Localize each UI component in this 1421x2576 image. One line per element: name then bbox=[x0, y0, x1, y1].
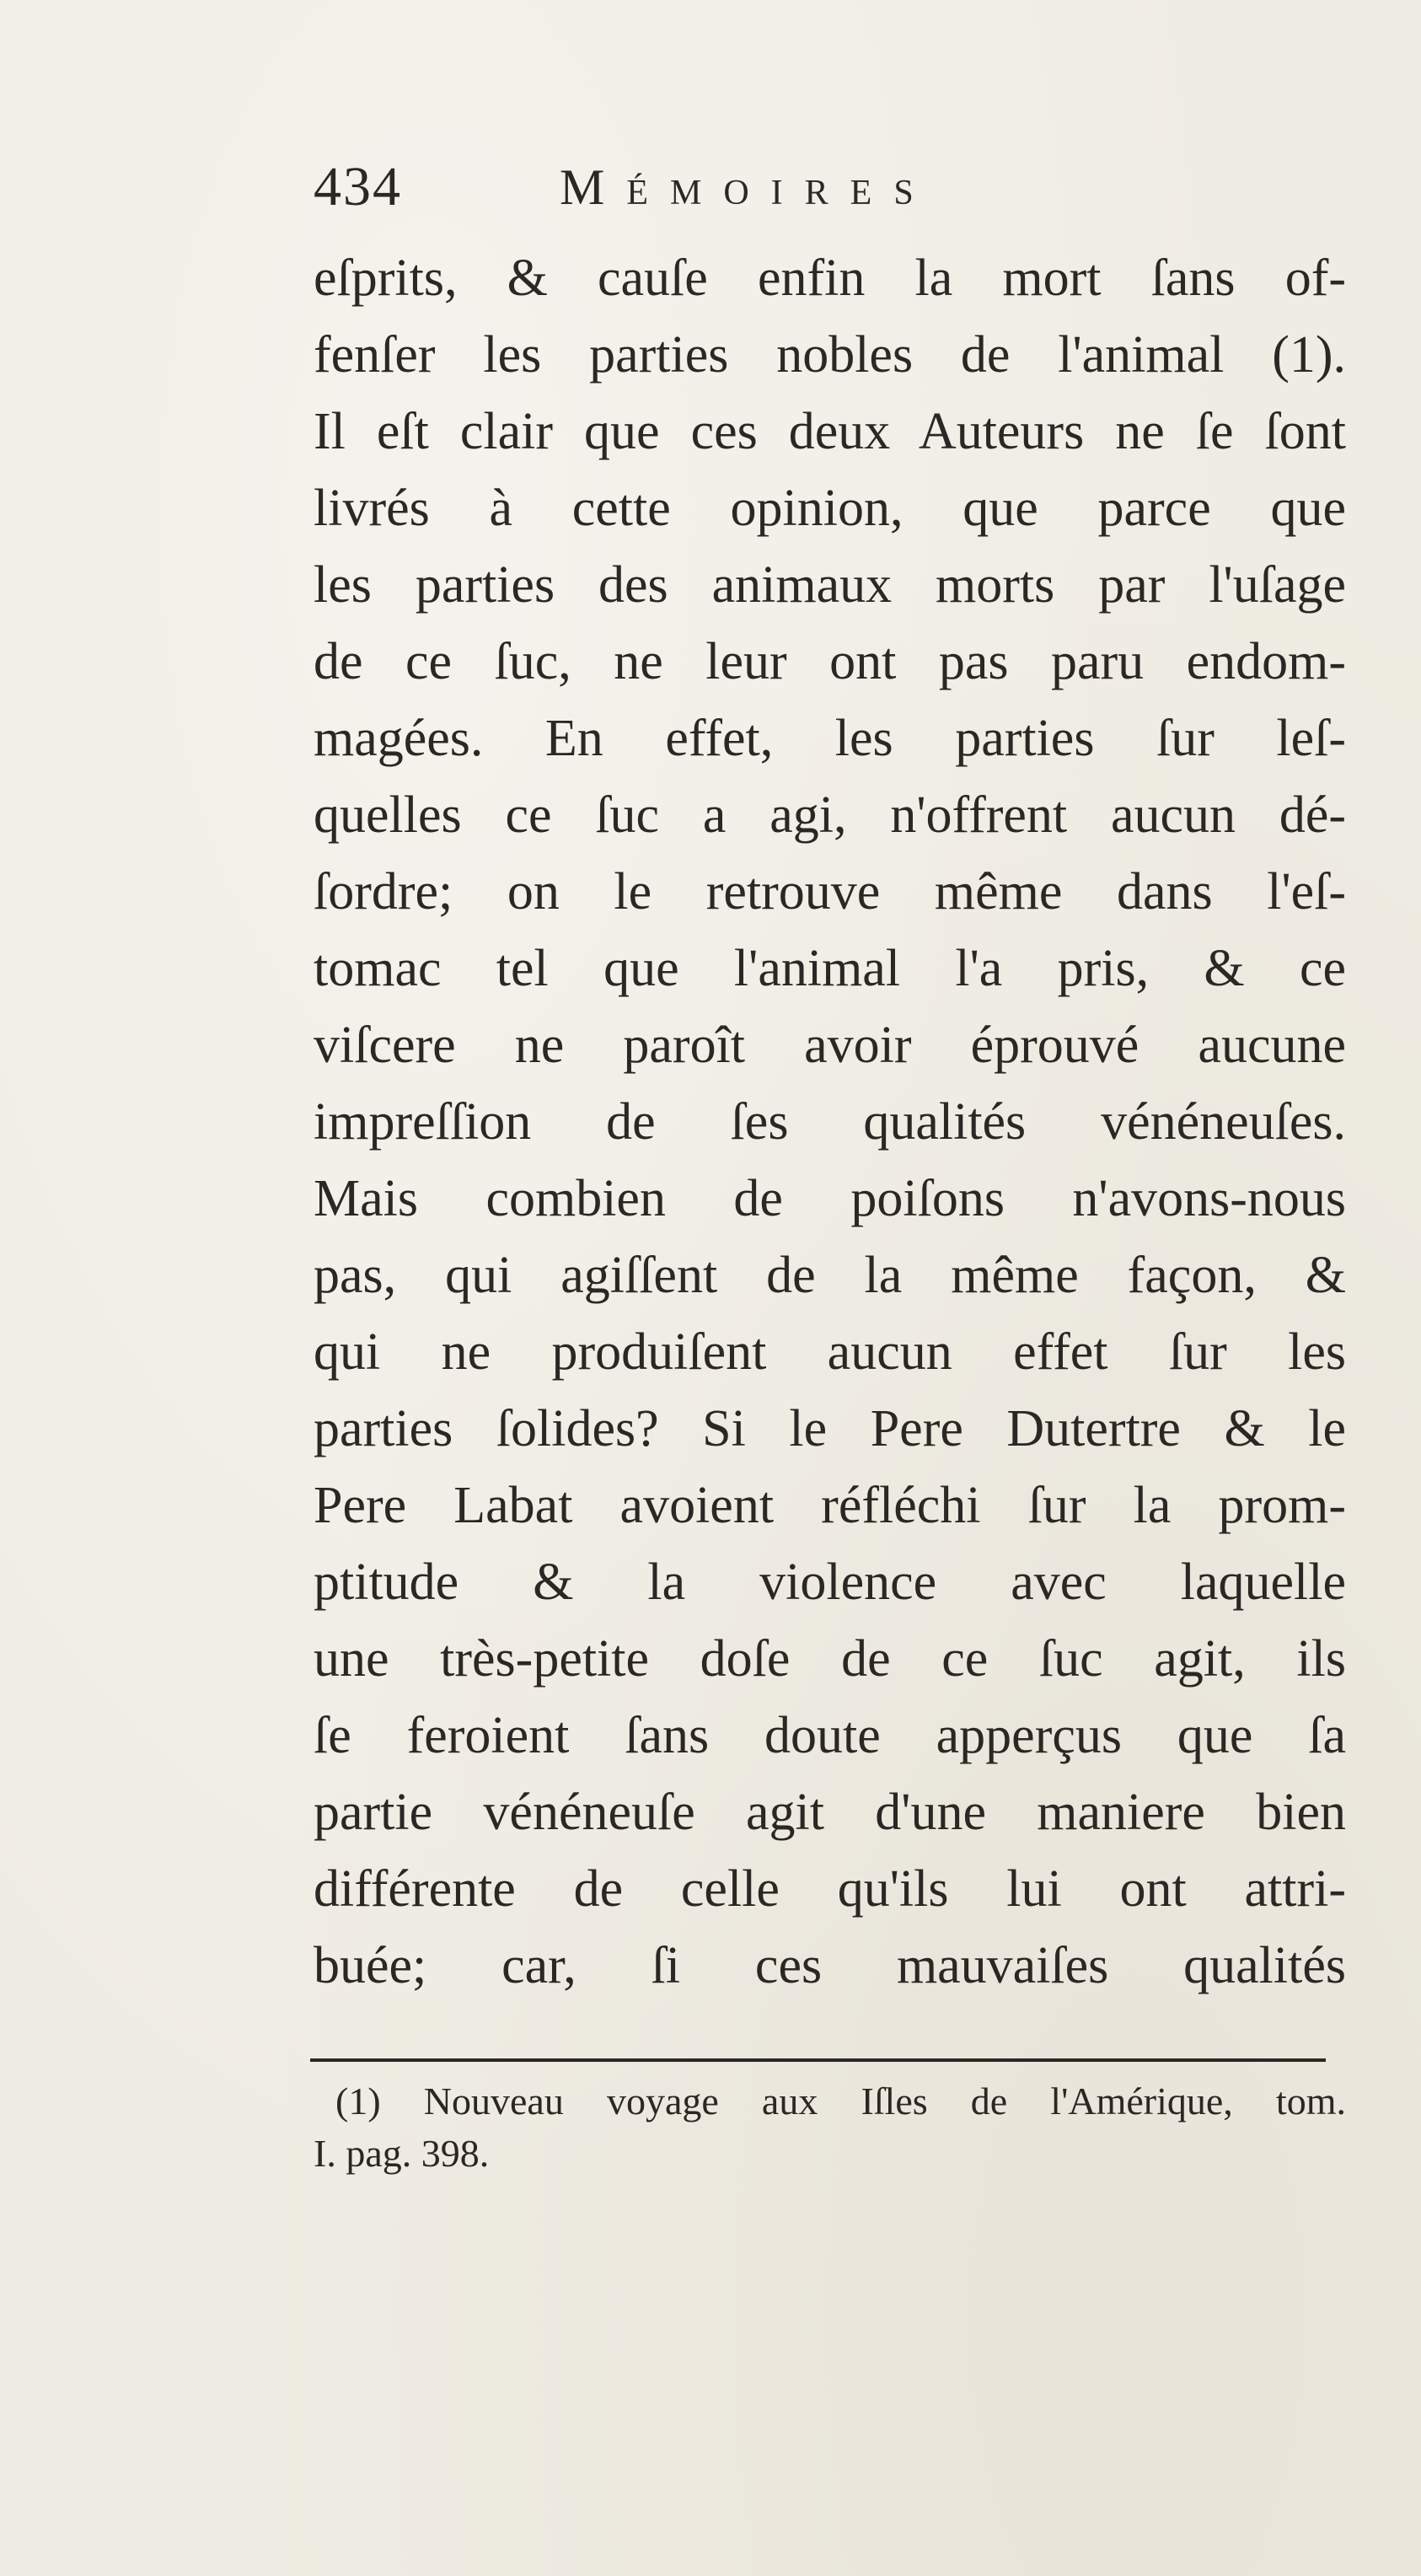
text-line: de ce ſuc, ne leur ont pas paru endom- bbox=[314, 633, 1346, 690]
text-line: parties ſolides? Si le Pere Dutertre & le bbox=[314, 1400, 1346, 1457]
footnote bbox=[314, 2075, 1346, 2180]
text-line: viſcere ne paroît avoir éprouvé aucune bbox=[314, 1017, 1346, 1074]
body-text bbox=[314, 240, 1346, 2004]
running-title: Mémoires bbox=[560, 159, 936, 215]
text-line: les parties des animaux morts par l'uſage bbox=[314, 556, 1346, 614]
text-line: livrés à cette opinion, que parce que bbox=[314, 480, 1346, 537]
text-line: pas, qui agiſſent de la même façon, & bbox=[314, 1247, 1346, 1304]
text-line: impreſſion de ſes qualités vénéneuſes. bbox=[314, 1093, 1346, 1151]
text-line: ſordre; on le retrouve même dans l'eſ- bbox=[314, 863, 1346, 920]
text-line: ſe feroient ſans doute apperçus que ſa bbox=[314, 1707, 1346, 1764]
text-line: magées. En effet, les parties ſur leſ- bbox=[314, 710, 1346, 767]
running-head bbox=[314, 153, 1156, 221]
text-line: tomac tel que l'animal l'a pris, & ce bbox=[314, 940, 1346, 997]
text-line: partie vénéneuſe agit d'une maniere bien bbox=[314, 1784, 1346, 1841]
text-line: fenſer les parties nobles de l'animal (1). bbox=[314, 326, 1346, 384]
text-line: Pere Labat avoient réfléchi ſur la prom- bbox=[314, 1477, 1346, 1534]
footnote-rule bbox=[310, 2058, 1326, 2062]
text-line: une très-petite doſe de ce ſuc agit, ils bbox=[314, 1630, 1346, 1688]
text-line: différente de celle qu'ils lui ont attri- bbox=[314, 1860, 1346, 1918]
text-line: ptitude & la violence avec laquelle bbox=[314, 1554, 1346, 1611]
text-line: qui ne produiſent aucun effet ſur les bbox=[314, 1323, 1346, 1381]
text-line: quelles ce ſuc a agi, n'offrent aucun dé- bbox=[314, 786, 1346, 844]
text-line: Il eſt clair que ces deux Auteurs ne ſe ſont bbox=[314, 403, 1346, 460]
footnote-line: (1) Nouveau voyage aux Iſles de l'Amérique, tom. bbox=[335, 2080, 1346, 2123]
text-line: buée; car, ſi ces mauvaiſes qualités bbox=[314, 1937, 1346, 1994]
text-line: eſprits, & cauſe enfin la mort ſans of- bbox=[314, 250, 1346, 307]
text-line: Mais combien de poiſons n'avons-nous bbox=[314, 1170, 1346, 1227]
page-number: 434 bbox=[314, 156, 402, 217]
footnote-line: I. pag. 398. bbox=[314, 2132, 490, 2175]
